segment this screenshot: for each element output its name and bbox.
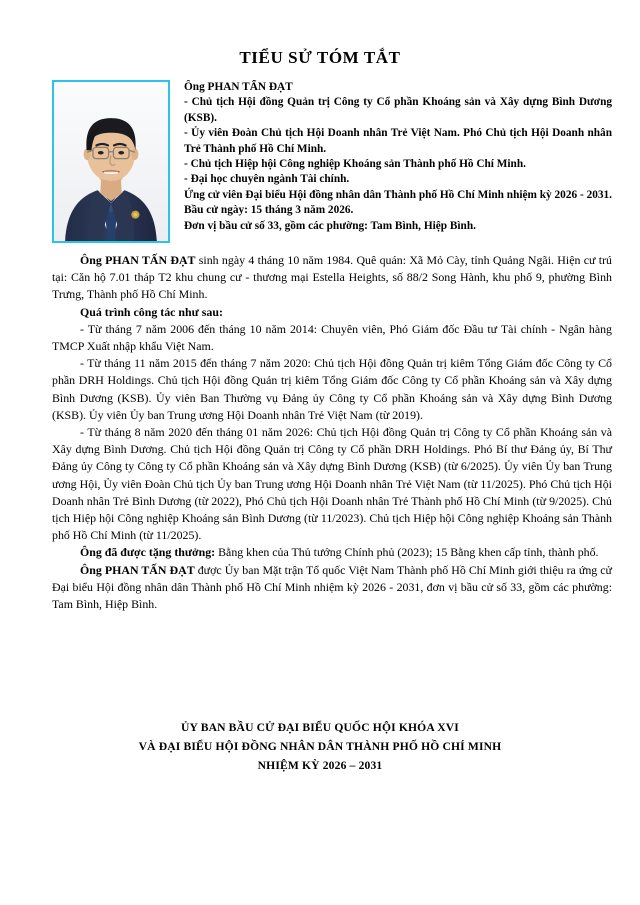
summary-name: Ông PHAN TẤN ĐẠT — [184, 81, 293, 93]
career-entry-2: - Từ tháng 11 năm 2015 đến tháng 7 năm 2020: Chủ tịch Hội đồng Quản trị kiêm Tổng Giám đốc Công ty Cổ phần DRH Holdings. Chủ tịch Hội đồng Quản trị kiêm Tổng Giám đốc Công ty Cổ phần Khoáng sản và Xây dựng Bình Dương (KSB). Ủy viên Ban Thường vụ Đảng ủy Công ty Cổ phần Khoáng sản và Xây dựng Bình Dương (KSB). Ủy viên Ủy ban Trung ương Hội Doanh nhân Trẻ Việt Nam (từ 2019). — [52, 356, 612, 422]
paragraph-personal-info — [52, 252, 612, 304]
header-block — [0, 80, 640, 234]
career-heading — [52, 304, 612, 321]
career-heading-text: Quá trình công tác như sau: — [80, 304, 223, 319]
summary-position-1: - Chủ tịch Hội đồng Quản trị Công ty Cổ phần Khoáng sản và Xây dựng Bình Dương (KSB). — [184, 96, 612, 124]
career-entry-1: - Từ tháng 7 năm 2006 đến tháng 10 năm 2014: Chuyên viên, Phó Giám đốc Đầu tư Tài chính - Ngân hàng TMCP Xuất nhập khẩu Việt Nam. — [52, 321, 612, 354]
paragraph-awards — [52, 544, 612, 561]
summary-election-date: Bầu cử ngày: 15 tháng 3 năm 2026. — [184, 204, 354, 217]
summary-candidacy: Ứng cử viên Đại biểu Hội đồng nhân dân Thành phố Hồ Chí Minh nhiệm kỳ 2026 - 2031. — [184, 188, 612, 201]
awards-text: Bằng khen của Thủ tướng Chính phủ (2023); 15 Bằng khen cấp tỉnh, thành phố. — [215, 545, 599, 560]
paragraph-nomination — [52, 562, 612, 614]
career-entry-3: - Từ tháng 8 năm 2020 đến tháng 01 năm 2026: Chủ tịch Hội đồng Quản trị Công ty Cổ phần Khoáng sản và Xây dựng Bình Dương. Chủ tịch Hội đồng Quản trị Công ty Cổ phần DRH Holdings. Phó Bí thư Đảng ủy, Bí Thư Đảng ủy Công ty Công ty Cổ phần Khoáng sản và Xây dựng Bình Dương (KSB) (từ 6/2025). Ủy viên Ủy ban Trung ương Hội, Ủy viên Đoàn Chủ tịch Ủy ban Trung ương Hội Doanh nhân Trẻ Việt Nam (từ 11/2025). Phó Chủ tịch Hội Doanh nhân Trẻ Bình Dương (từ 2022), Phó Chủ tịch Hội Doanh nhân Trẻ Thành phố Hồ Chí Minh (từ 9/2025). Chủ tịch Hiệp hội Công nghiệp Khoáng sản Bình Dương (từ 11/2023). Chủ tịch Hiệp hội Công nghiệp Khoáng sản Thành phố Hồ Chí Minh (từ 11/2025). — [52, 425, 612, 543]
summary-block — [184, 80, 612, 234]
summary-position-3: - Chủ tịch Hiệp hội Công nghiệp Khoáng sản Thành phố Hồ Chí Minh. — [184, 158, 526, 171]
nomination-text: được Ủy ban Mặt trận Tổ quốc Việt Nam Thành phố Hồ Chí Minh giới thiệu ra ứng cử Đại biểu Hội đồng nhân dân Thành phố Hồ Chí Minh nhiệm kỳ 2026 - 2031, đơn vị bầu cử số 33, gồm các phường: Tam Bình, Hiệp Bình. — [52, 562, 612, 612]
portrait-photo — [52, 80, 170, 243]
awards-label: Ông đã được tặng thưởng: — [80, 545, 216, 560]
page-title: TIỂU SỬ TÓM TẮT — [239, 48, 401, 67]
summary-position-2: - Ủy viên Đoàn Chủ tịch Hội Doanh nhân Trẻ Việt Nam. Phó Chủ tịch Hội Doanh nhân Trẻ Thành phố Hồ Chí Minh. — [184, 127, 612, 155]
footer-line-2: VÀ ĐẠI BIỂU HỘI ĐỒNG NHÂN DÂN THÀNH PHỐ HỒ CHÍ MINH — [138, 740, 502, 753]
portrait-illustration — [54, 82, 168, 241]
personal-info-text: sinh ngày 4 tháng 10 năm 1984. Quê quán: Xã Mỏ Cày, tỉnh Quảng Ngãi. Hiện cư trú tại: Căn hộ 7.01 tháp T2 khu chung cư - thương mại Estella Heights, số 88/2 Song Hành, khu phố 9, phường Bình Trưng, Thành phố Hồ Chí Minh. — [52, 253, 612, 302]
body-block — [0, 243, 640, 613]
personal-name-bold: Ông PHAN TẤN ĐẠT — [80, 253, 196, 267]
footer-line-3: NHIỆM KỲ 2026 – 2031 — [257, 759, 383, 772]
summary-education: - Đại học chuyên ngành Tài chính. — [184, 173, 350, 186]
footer-line-1: ỦY BAN BẦU CỬ ĐẠI BIỂU QUỐC HỘI KHÓA XVI — [181, 721, 459, 734]
summary-electoral-unit: Đơn vị bầu cử số 33, gồm các phường: Tam Bình, Hiệp Bình. — [184, 219, 476, 232]
footer-block — [0, 718, 640, 775]
nomination-name-bold: Ông PHAN TẤN ĐẠT — [80, 562, 195, 577]
